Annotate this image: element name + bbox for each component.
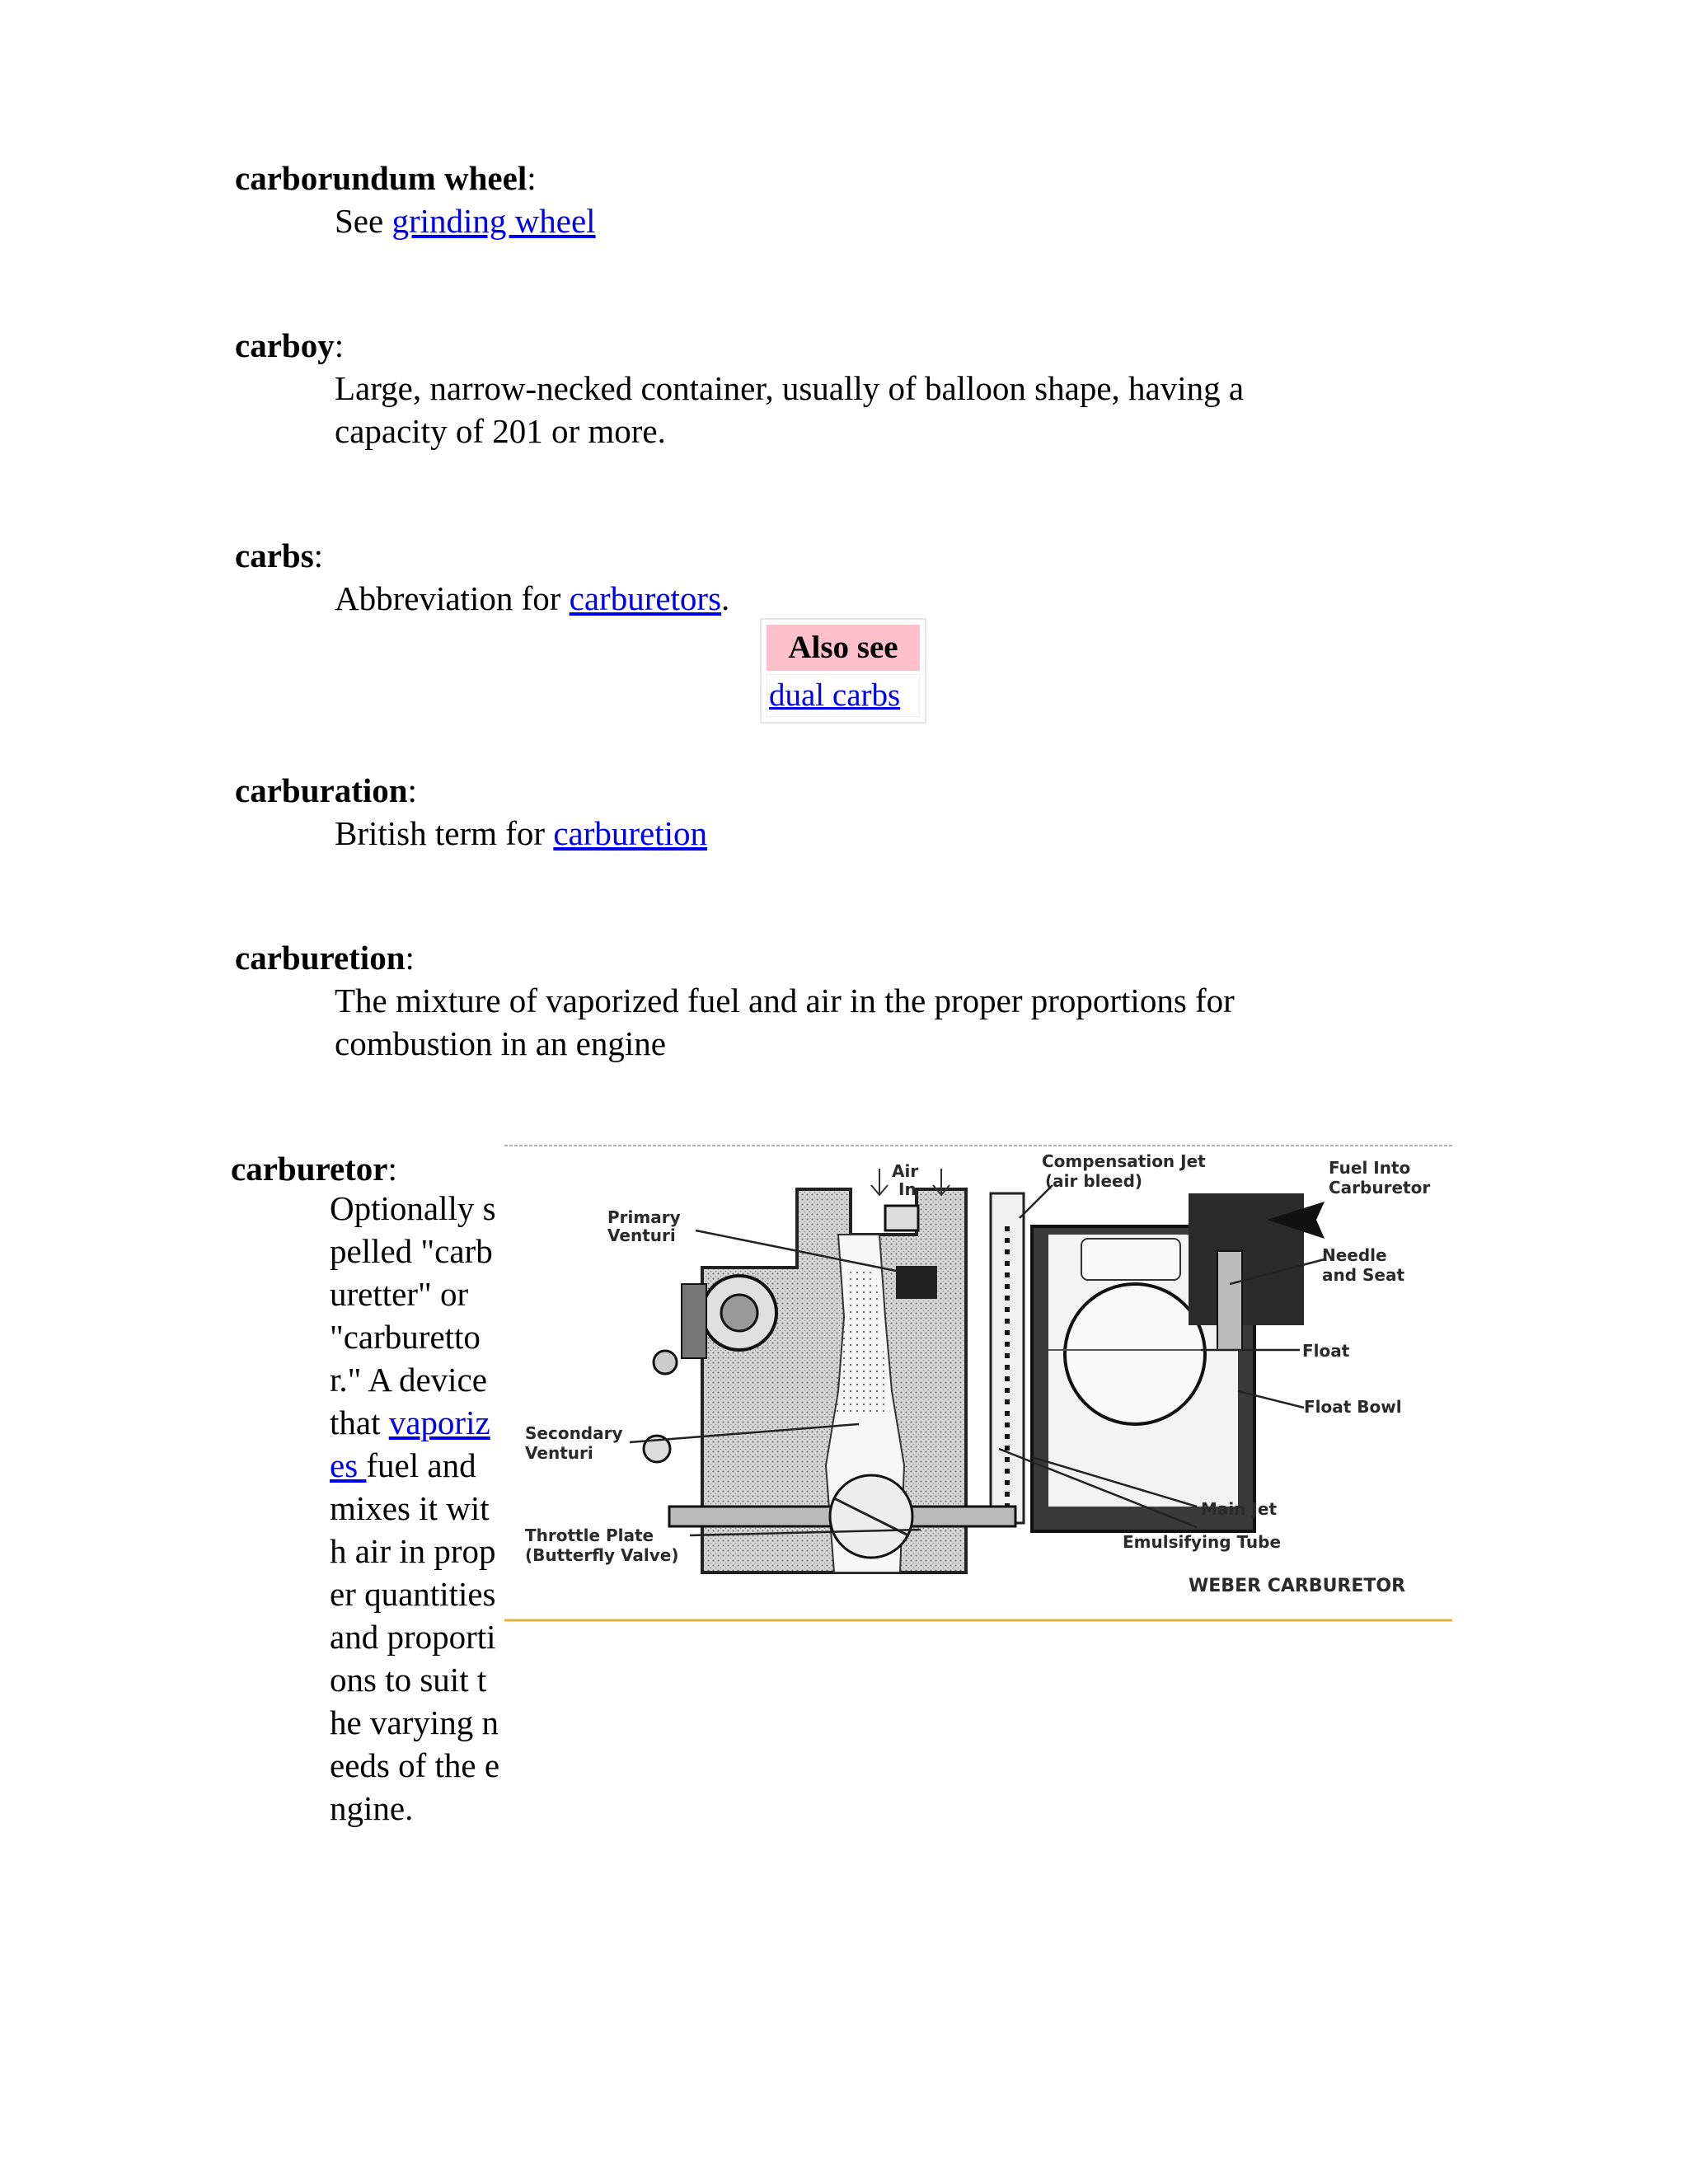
also-see-cell [767, 674, 920, 717]
label-fuel-into-1: Fuel Into [1329, 1158, 1411, 1178]
label-emulsifying: Emulsifying Tube [1123, 1532, 1282, 1552]
label-primary-2: Venturi [607, 1226, 676, 1245]
term-carburetor [231, 1147, 397, 1190]
see-prefix: See [335, 202, 392, 240]
definition-suffix: . [721, 579, 730, 617]
definition-carbs [335, 577, 729, 620]
term-carborundum-wheel [235, 157, 537, 199]
definition-carboy [335, 367, 1244, 452]
weber-carburetor-diagram [504, 1144, 1452, 1622]
label-float: Float [1302, 1341, 1350, 1361]
label-needle-2: and Seat [1322, 1265, 1405, 1285]
definition-carburation [335, 812, 707, 855]
term-label: carburetion [235, 939, 406, 977]
label-diagram-title: WEBER CARBURETOR [1189, 1576, 1406, 1596]
link-dual-carbs[interactable]: dual carbs [769, 677, 901, 713]
label-air-in-1: Air [892, 1161, 919, 1181]
term-label: carborundum wheel [235, 159, 528, 197]
term-colon: : [387, 1150, 397, 1188]
definition-line: Large, narrow-necked container, usually of balloon shape, having a [335, 369, 1245, 407]
definition-carburetion [335, 979, 1235, 1065]
term-label: carburetor [231, 1150, 388, 1188]
definition-carborundum-wheel [335, 199, 596, 242]
link-carburetion[interactable]: carburetion [553, 814, 708, 852]
label-compensation-2: (air bleed) [1045, 1171, 1143, 1191]
term-colon: : [313, 537, 324, 574]
term-carbs [235, 534, 323, 577]
term-carburetion [235, 936, 415, 979]
link-grinding-wheel[interactable]: grinding wheel [392, 202, 596, 240]
term-carburation [235, 769, 417, 812]
label-main-jet: Main Jet [1201, 1499, 1278, 1519]
term-label: carboy [235, 326, 335, 364]
label-secondary-2: Venturi [525, 1443, 593, 1463]
term-colon: : [407, 771, 417, 809]
label-secondary-1: Secondary [525, 1423, 623, 1443]
definition-prefix: British term for [335, 814, 554, 852]
definition-carburetor [330, 1187, 503, 1830]
term-label: carburation [235, 771, 408, 809]
definition-line: capacity of 201 or more. [335, 412, 666, 450]
definition-line: combustion in an engine [335, 1024, 666, 1062]
label-throttle-1: Throttle Plate [525, 1526, 654, 1545]
link-carburetors[interactable]: carburetors [569, 579, 722, 617]
definition-part: Optionally spelled "carburetter" or "carburettor." A device that [330, 1189, 496, 1441]
label-primary-1: Primary [607, 1207, 681, 1227]
also-see-header: Also see [767, 625, 920, 671]
label-fuel-into-2: Carburetor [1329, 1178, 1431, 1197]
label-compensation-1: Compensation Jet [1042, 1151, 1206, 1171]
definition-part: fuel and mixes it with air in proper quantities and proportions to suit the varying needs of the engine. [330, 1446, 500, 1827]
term-colon: : [405, 939, 415, 977]
definition-line: The mixture of vaporized fuel and air in the proper proportions for [335, 982, 1235, 1019]
label-float-bowl: Float Bowl [1304, 1397, 1402, 1417]
definition-prefix: Abbreviation for [335, 579, 570, 617]
label-throttle-2: (Butterfly Valve) [525, 1545, 679, 1565]
term-carboy [235, 324, 344, 367]
label-needle-1: Needle [1322, 1245, 1387, 1265]
also-see-table [760, 618, 926, 724]
label-air-in-2: In [898, 1179, 917, 1199]
term-colon: : [334, 326, 345, 364]
term-label: carbs [235, 537, 314, 574]
term-colon: : [527, 159, 537, 197]
link-vaporizes[interactable]: vaporizes [330, 1404, 490, 1484]
